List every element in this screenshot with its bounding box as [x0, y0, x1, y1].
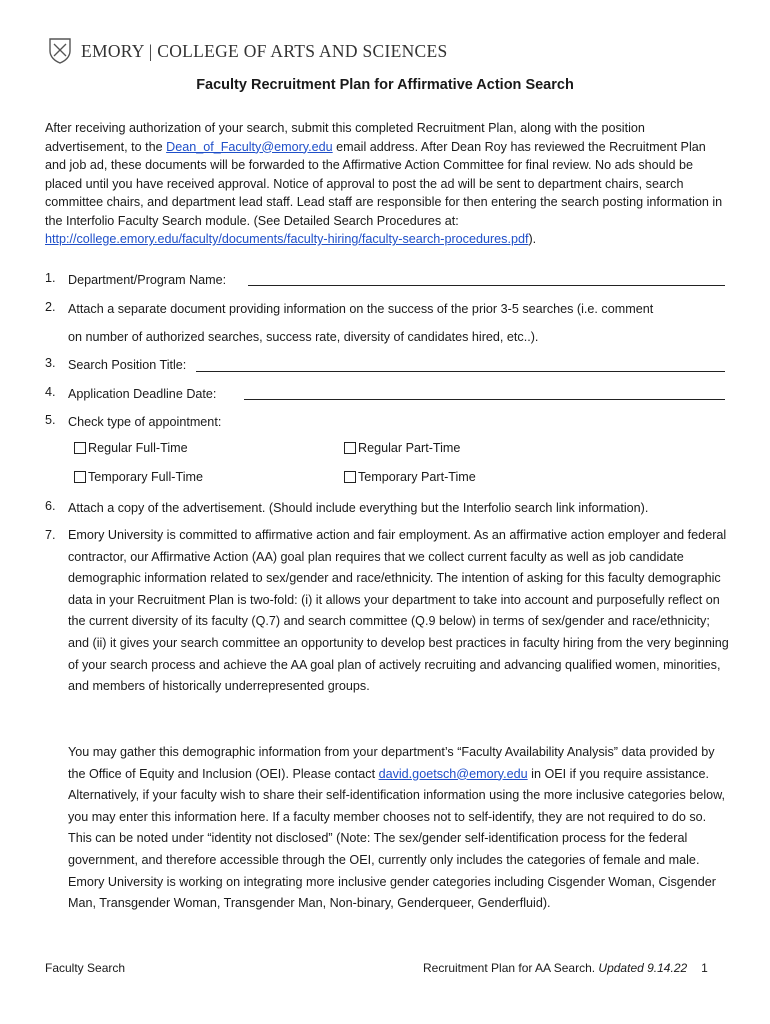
intro-text-2: email address. After Dean Roy has reviewed the Recruitment Plan and job ad, these documents will be forwarded to the Affirmative Action Committee for final review. No ads should be placed until you have received approval. Notice of approval to post the ad will be sent to department chairs, search committee chairs, and department lead staff. Lead staff are responsible for then entering the search posting information in the Interfolio Faculty Search module. (See Detailed Search Procedures at: [45, 139, 723, 228]
intro-text-3: ). [528, 232, 537, 246]
item-number-5: 5. [45, 413, 56, 427]
footer-updated-date: Updated 9.14.22 [598, 961, 688, 975]
header-title: EMORY | COLLEGE OF ARTS AND SCIENCES [81, 40, 448, 61]
deadline-date-field[interactable] [244, 399, 725, 400]
prior-searches-text-line-2: on number of authorized searches, success rate, diversity of candidates hired, etc..). [68, 330, 539, 344]
page-header [49, 36, 448, 66]
appointment-type-label: Check type of appointment: [68, 415, 222, 429]
item-number-3: 3. [45, 356, 56, 370]
footer-right [423, 961, 708, 975]
advertisement-instruction: Attach a copy of the advertisement. (Should include everything but the Interfolio search link information). [68, 501, 649, 515]
position-title-label: Search Position Title: [68, 358, 187, 372]
regular-part-time-checkbox[interactable] [344, 442, 356, 454]
item-number-7: 7. [45, 528, 56, 542]
affirmative-action-paragraph-2 [68, 742, 730, 915]
temporary-part-time-label: Temporary Part-Time [358, 470, 476, 484]
footer-left: Faculty Search [45, 961, 126, 975]
page-number: 1 [701, 961, 708, 975]
document-title: Faculty Recruitment Plan for Affirmative Action Search [196, 77, 574, 93]
temporary-part-time-checkbox[interactable] [344, 471, 356, 483]
emory-shield-icon [49, 38, 71, 64]
demographic-text-2: in OEI if you require assistance. Alternatively, if your faculty wish to share their self-identification information using the more inclusive categories below, you may enter this information here. If a faculty member chooses not to self-identify, they are not required to do so. This can be noted under “identity not disclosed” (Note: The sex/gender self-identification process for the federal government, and therefore accessible through the OEI, currently only includes the categories of female and male. Emory University is working on integrating more inclusive gender categories including Cisgender Woman, Cisgender Man, Transgender Woman, Transgender Man, Non-binary, Genderqueer, Genderfluid). [68, 766, 726, 911]
temporary-full-time-checkbox[interactable] [74, 471, 86, 483]
regular-part-time-label: Regular Part-Time [358, 441, 461, 455]
temporary-part-time-option[interactable] [344, 470, 476, 484]
regular-full-time-label: Regular Full-Time [88, 441, 188, 455]
footer-plan-text: Recruitment Plan for AA Search. [423, 961, 599, 975]
intro-paragraph [45, 119, 725, 249]
item-number-1: 1. [45, 271, 56, 285]
procedures-url-link[interactable]: http://college.emory.edu/faculty/documents/faculty-hiring/faculty-search-procedures.pdf [45, 232, 529, 246]
regular-full-time-option[interactable] [74, 441, 188, 455]
item-number-2: 2. [45, 300, 56, 314]
deadline-date-label: Application Deadline Date: [68, 387, 217, 401]
position-title-field[interactable] [196, 371, 725, 372]
regular-part-time-option[interactable] [344, 441, 460, 455]
dean-email-link[interactable]: Dean_of_Faculty@emory.edu [166, 139, 333, 154]
demographic-text-1: You may gather this demographic information from your department’s “Faculty Availability Analysis” data provided by the Office of Equity and Inclusion (OEI). Please contact [68, 745, 715, 781]
department-name-label: Department/Program Name: [68, 273, 227, 287]
temporary-full-time-label: Temporary Full-Time [88, 470, 203, 484]
intro-text-1: After receiving authorization of your search, submit this completed Recruitment Plan, along with the position advertisement, to the [45, 121, 645, 154]
department-name-field[interactable] [248, 285, 725, 286]
item-number-6: 6. [45, 499, 56, 513]
affirmative-action-paragraph-1: Emory University is committed to affirmative action and fair employment. As an affirmative action employer and federal contractor, our Affirmative Action (AA) goal plan requires that we collect current faculty as well as job candidate demographic information related to sex/gender and race/ethnicity. The intention of asking for this faculty demographic data in your Recruitment Plan is two-fold: (i) it allows your department to take into account and purposefully reflect on the current diversity of its faculty (Q.7) and search committee (Q.9 below) in terms of sex/gender and race/ethnicity; and (ii) it gives your search committee an opportunity to develop best practices in faculty hiring from the very beginning of your search process and achieve the AA goal plan of actively recruiting and advancing qualified women, minorities, and members of historically underrepresented groups. [68, 528, 729, 694]
oei-email-link[interactable]: david.goetsch@emory.edu [378, 766, 528, 781]
prior-searches-text-line-1: Attach a separate document providing information on the success of the prior 3-5 searches (i.e. comment [68, 302, 654, 316]
regular-full-time-checkbox[interactable] [74, 442, 86, 454]
item-number-4: 4. [45, 385, 56, 399]
temporary-full-time-option[interactable] [74, 470, 203, 484]
